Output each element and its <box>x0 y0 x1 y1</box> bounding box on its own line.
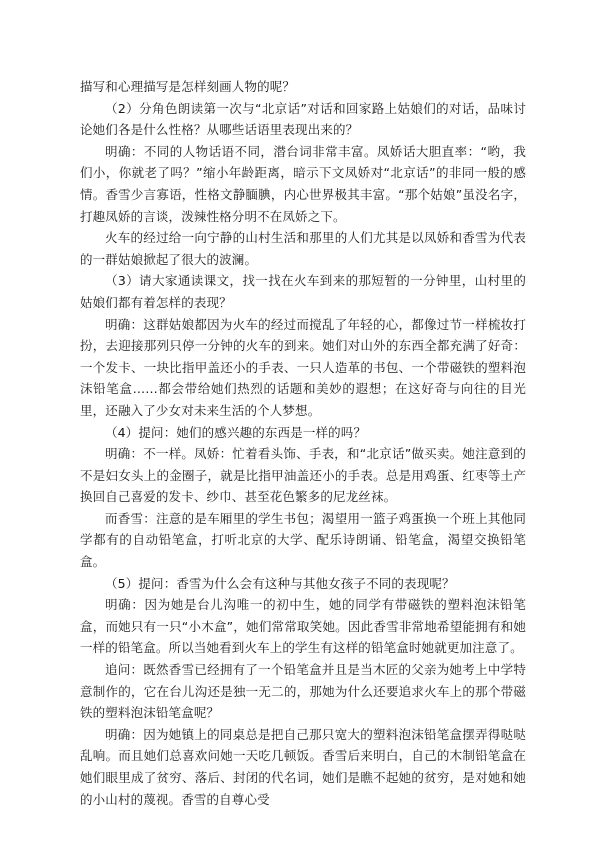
paragraph: 描写和心理描写是怎样刻画人物的呢？ <box>80 79 296 94</box>
paragraph: 明确：不同的人物话语不同，潜台词非常丰富。凤娇话大胆直率：“哟，我们小，你就老了吗？”缩小年龄距离，暗示下文凤娇对“北京话”的非同一般的感情。香雪少言寡语，性格文静腼腆，内心世界极其丰富。“那个姑娘”虽没名字，打趣凤娇的言谈，泼辣性格分明不在凤娇之下。 <box>80 143 526 224</box>
paragraph: （4）提问：她们的感兴趣的东西是一样的吗？ <box>105 424 367 440</box>
paragraph: 追问：既然香雪已经拥有了一个铅笔盒并且是当木匠的父亲为她考上中学特意制作的，它在台儿沟还是独一无二的，那她为什么还要追求火车上的那个带磁铁的塑料泡沫铅笔盒呢？ <box>80 662 526 721</box>
paragraph: 明确：因为她是台儿沟唯一的初中生，她的同学有带磁铁的塑料泡沫铅笔盒，而她只有一只“小木盒”，她们常常取笑她。因此香雪非常地希望能拥有和她一样的铅笔盒。所以当她看到火车上的学生有这样的铅笔盒时她就更加注意了。 <box>80 597 526 656</box>
paragraph: 明确：这群姑娘都因为火车的经过而搅乱了年轻的心，都像过节一样梳妆打扮，去迎接那列只停一分钟的火车的到来。她们对山外的东西全都充满了好奇：一个发卡、一块比指甲盖还小的手表、一只人造革的书包、一个带磁铁的塑料泡沫铅笔盒……都会带给她们热烈的话题和美妙的遐想；在这好奇与向往的目光里，还融入了少女对未来生活的个人梦想。 <box>80 316 526 418</box>
paragraph: （2）分角色朗读第一次与“北京话”对话和回家路上姑娘们的对话，品味讨论她们各是什么性格？从哪些话语里表现出来的？ <box>80 100 526 138</box>
paragraph: 火车的经过给一向宁静的山村生活和那里的人们尤其是以凤娇和香雪为代表的一群姑娘掀起了很大的波澜。 <box>80 230 526 267</box>
document-body <box>80 76 526 810</box>
paragraph: （5）提问：香雪为什么会有这种与其他女孩子不同的表现呢？ <box>105 575 455 591</box>
paragraph: 而香雪：注意的是车厢里的学生书包；渴望用一篮子鸡蛋换一个班上其他同学都有的自动铅笔盒，打听北京的大学、配乐诗朗诵、铅笔盒，渴望交换铅笔盒。 <box>80 510 526 570</box>
paragraph: 明确：因为她镇上的同桌总是把自己那只宽大的塑料泡沫铅笔盒摆弄得哒哒乱响。而且她们总喜欢问她一天吃几顿饭。香雪后来明白，自己的木制铅笔盒在她们眼里成了贫穷、落后、封闭的代名词，她们是瞧不起她的贫穷，是对她和她的小山村的蔑视。香雪的自尊心受 <box>80 726 526 807</box>
paragraph: （3）请大家通读课文，找一找在火车到来的那短暂的一分钟里，山村里的姑娘们都有着怎样的表现？ <box>80 273 526 310</box>
paragraph: 明确：不一样。凤娇：忙着看头饰、手表，和“北京话”做买卖。她注意到的不是妇女头上的金圈子，就是比指甲油盖还小的手表。总是用鸡蛋、红枣等土产换回自己喜爱的发卡、纱巾、甚至花色繁多的尼龙丝袜。 <box>80 446 526 505</box>
